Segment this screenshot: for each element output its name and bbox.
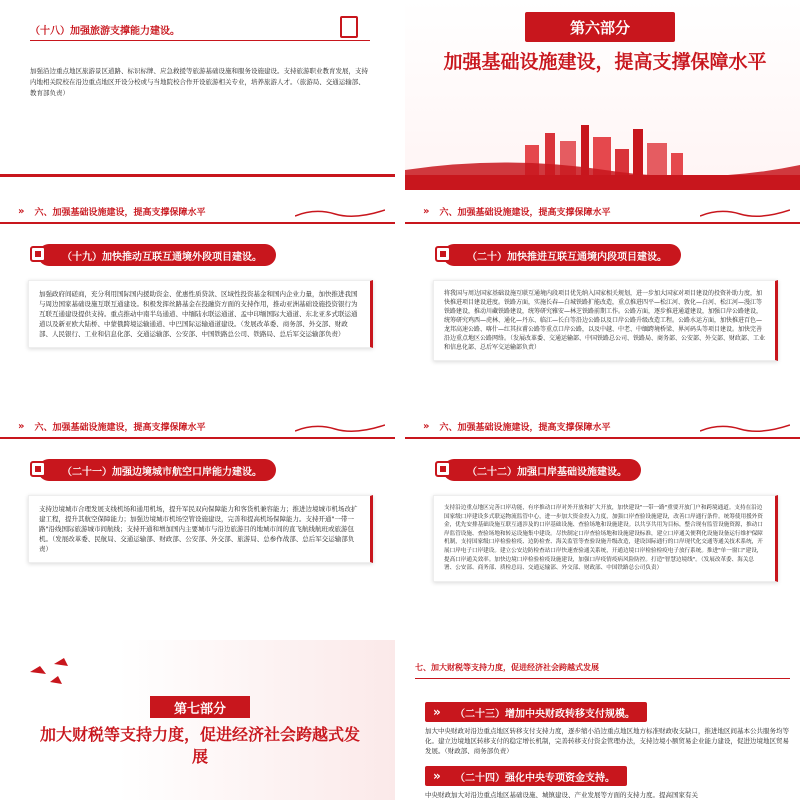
- content-box: 支持沿边重点地区完善口岸功能，有序推动口岸对外开放和扩大开放，加快建设"一带一路"重要开放门户和跨境通道。支持在沿边国家级口岸建设多式联运物流监管中心，进一步加大资金投入力度，加强口岸查验设施建设，改善口岸通行条件。统筹使用援外资金，优先安排基础设施互联互通涉及的口岸基础设施、查验场地和设施建设。以共享共用为目标，整合现有监管设施资源，推动口岸监管设施、查验场地和转运设施集中建设。尽快制定口岸查验场地和设施建设标准，建立口岸通关便利化设施设备运行维护保障机制，支持国家级口岸检验检疫、边防检查、海关监管等查验设施升级改造，建设国际通行的口岸现代化交通等通关技术系统，开展口岸电子口岸建设。建立公安边防检查站口岸快速查验通关系统，开通边境口岸检验检疫电子放行系统。推进"单一窗口"建设，提高口岸通关效率。加快边境口岸检验检疫设施建设，加强口岸疫情疫病风险防控。打造"智慧边境线"。（发展改革委、海关总署、公安部、商务部、质检总局、交通运输部、外交部、财政部、中国铁路总公司负责）: [433, 495, 778, 582]
- header-text: 六、加强基础设施建设，提高支撑保障水平: [439, 207, 611, 218]
- section-badge: 第七部分: [150, 696, 250, 718]
- bottom-bar: [0, 174, 395, 190]
- body-24: 中央财政加大对沿边重点地区基础设施、城镇建设、产业发展等方面的支持力度。提高国家有关: [425, 791, 698, 799]
- slide-23-24-finance[interactable]: [405, 640, 800, 800]
- slide-21-aviation[interactable]: [0, 415, 395, 625]
- city-skyline-illustration: [405, 115, 800, 190]
- section-6-cover[interactable]: [405, 0, 800, 190]
- dove-decoration: [20, 652, 80, 692]
- section-title: 加强基础设施建设，提高支撑保障水平: [443, 51, 767, 73]
- subsection-title: （二十）加快推进互联互通境内段项目建设。: [443, 244, 681, 266]
- header-divider: [415, 678, 790, 679]
- chevron-right-icon: »: [433, 769, 441, 783]
- box-icon: [30, 461, 46, 477]
- slide-19-overseas[interactable]: [0, 200, 395, 390]
- great-wall-decoration: [700, 206, 790, 218]
- header-text: 六、加强基础设施建设，提高支撑保障水平: [439, 422, 611, 433]
- subsection-title-23: [425, 702, 647, 722]
- section-badge: 第六部分: [525, 12, 675, 42]
- slide-20-domestic[interactable]: [405, 200, 800, 390]
- slide-18-tourism[interactable]: [0, 0, 395, 190]
- slide-title: （十八）加强旅游支撑能力建设。: [30, 26, 180, 37]
- section-title: 加大财税等支持力度，促进经济社会跨越式发展: [40, 725, 361, 766]
- box-icon: [435, 246, 451, 262]
- great-wall-decoration: [700, 421, 790, 433]
- header-text: 六、加强基础设施建设，提高支撑保障水平: [34, 207, 206, 218]
- slide-body: 加强沿边重点地区旅游景区道路、标识标牌、应急救援等旅游基础设施和服务设施建设。支持旅游职业教育发展，支持内地相关院校在沿边重点地区开设分校或与当地院校合作开设旅游相关专业，培养旅游人才。（旅游局、交通运输部、教育部负责）: [30, 67, 368, 97]
- chevron-right-icon: »: [423, 205, 430, 217]
- box-icon: [30, 246, 46, 262]
- content-box: 支持边境城市合理发展支线机场和通用机场，提升军民双向保障能力和客货机兼容能力；推进边境城市机场改扩建工程，提升其航空保障能力；加强边境城市机场空管设施建设，完善和提高机场保障能力。支持开通"一带一路"沿线国际旅游城市间航线；支持开通和增加国内主要城市与沿边旅游目的地城市间的直飞航线航班或旅游包机。（发展改革委、民航局、交通运输部、财政部、公安部、外交部、旅游局、总参作战部、总后军交运输部负责）: [28, 495, 373, 563]
- subsection-title: （二十一）加强边境城市航空口岸能力建设。: [38, 459, 276, 481]
- chevron-right-icon: »: [423, 420, 430, 432]
- box-icon: [435, 461, 451, 477]
- section-7-cover[interactable]: [0, 640, 395, 800]
- chevron-right-icon: »: [18, 205, 25, 217]
- subsection-text: （二十三）增加中央财政转移支付规模。: [455, 708, 635, 720]
- title-divider: [30, 40, 370, 41]
- subsection-title: （二十二）加强口岸基础设施建设。: [443, 459, 641, 481]
- content-box: 将我国与周边国家基础设施互联互通境内段项目优先纳入国家相关规划，进一步加大国家对项目建设的投资补助力度，加快推进项目建设进度。铁路方面，实施长春—白城铁路扩能改造，重点推进四平—松江河、敦化—白河、松江河—漫江等铁路建设，推动川藏铁路建设，统筹研究雅安—林芝铁路前期工作。公路方面，逐步推进通道建设，加强口岸公路建设，统筹研究鸡西—虎林、通化—丹东、临江—长白等沿边公路以及口岸公路升级改造工程。公路水运方面，加快推进百色—龙邦高速公路、喀什—红其拉甫公路等重点口岸公路，以及中越、中老、中缅跨境桥梁、界河码头等项目建设。加快完善沿边重点地区公路网络。（发展改革委、交通运输部、中国铁路总公司、铁路局、商务部、公安部、外交部、财政部、工业和信息化部、总后军交运输部负责）: [433, 280, 778, 361]
- slide-header: 七、加大财税等支持力度，促进经济社会跨越式发展: [415, 663, 599, 672]
- header-text: 六、加强基础设施建设，提高支撑保障水平: [34, 422, 206, 433]
- chevron-right-icon: »: [433, 705, 441, 719]
- subsection-title-24: [425, 766, 627, 786]
- document-icon: [340, 16, 358, 38]
- great-wall-decoration: [295, 206, 385, 218]
- great-wall-decoration: [295, 421, 385, 433]
- subsection-title: （十九）加快推动互联互通境外段项目建设。: [38, 244, 276, 266]
- slide-22-port[interactable]: [405, 415, 800, 625]
- content-box: 加强政府间磋商，充分利用国际国内援助资金、优惠性质贷款、区域性投资基金和国内企业力量，加快推进我国与周边国家基础设施互联互通建设。积极发挥丝路基金在投融资方面的支持作用，推动亚洲基础设施投资银行为互联互通建设提供支持。重点推动中南半岛通道、中缅陆水联运通道、孟中印缅国际大通道、东北亚多式联运通道以及新亚欧大陆桥、中蒙俄跨境运输通道、中巴国际运输通道建设。（发展改革委、商务部、外交部、财政部、人民银行、工业和信息化部、交通运输部、公安部、中国铁路总公司、铁路局、总后军交运输部负责）: [28, 280, 373, 348]
- chevron-right-icon: »: [18, 420, 25, 432]
- body-23: 加大中央财政对沿边重点地区转移支付支持力度，逐步缩小沿边重点地区地方标准财政收支缺口，推进地区间基本公共服务均等化。建立边境地区转移支付的稳定增长机制，完善转移支付资金管理办法，支持边境小额贸易企业能力建设，促进边境地区贸易发展。（财政部、商务部负责）: [425, 727, 789, 755]
- subsection-text: （二十四）强化中央专项资金支持。: [455, 772, 615, 784]
